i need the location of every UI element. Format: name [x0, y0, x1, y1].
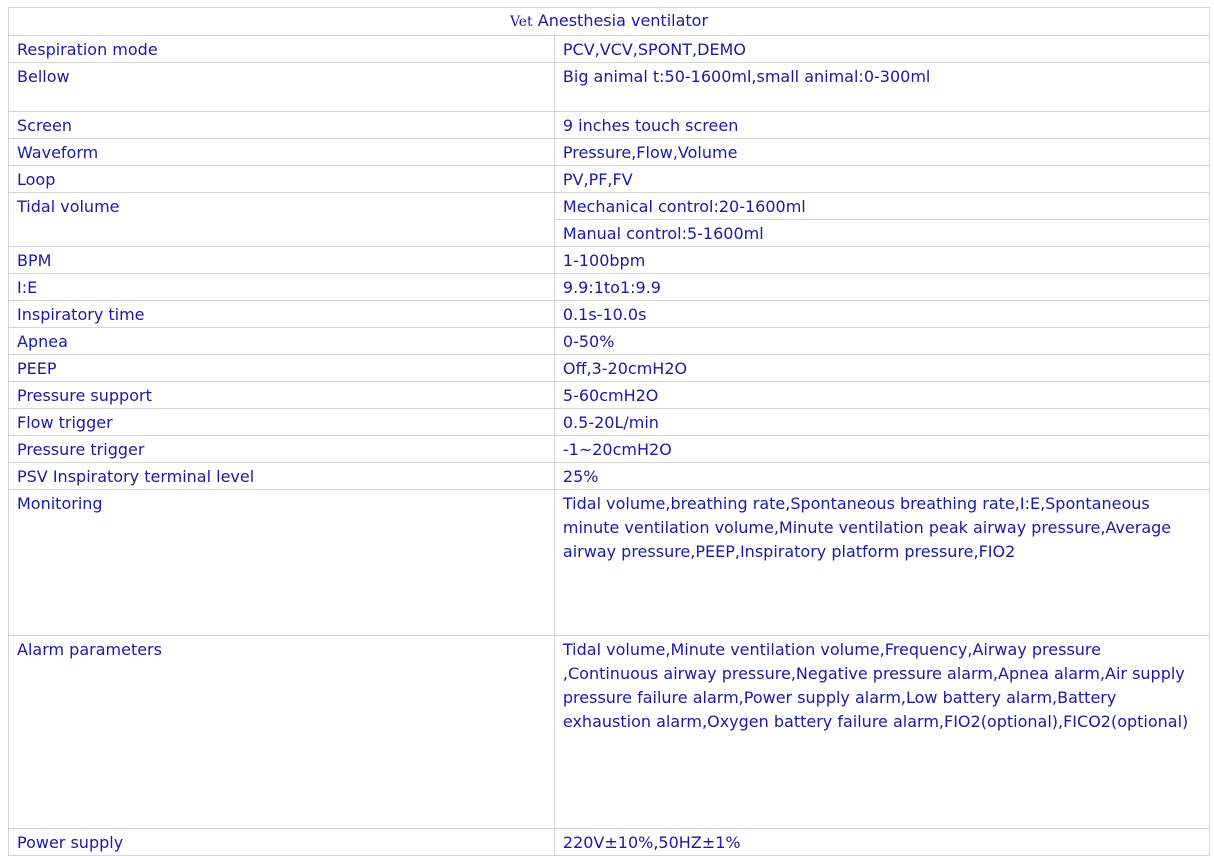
row-label: PSV Inspiratory terminal level: [9, 463, 555, 490]
row-value: -1~20cmH2O: [554, 436, 1209, 463]
row-label: I:E: [9, 274, 555, 301]
table-row: [9, 490, 1210, 636]
row-value: Mechanical control:20-1600ml: [554, 193, 1209, 220]
row-value: 5-60cmH2O: [554, 382, 1209, 409]
table-row: [9, 301, 1210, 328]
row-value: 9.9:1to1:9.9: [554, 274, 1209, 301]
row-label: Power supply: [9, 829, 555, 856]
table-title-row: [9, 8, 1210, 36]
table-title-prefix: Vet: [509, 14, 533, 30]
row-value: PCV,VCV,SPONT,DEMO: [554, 36, 1209, 63]
row-label: PEEP: [9, 355, 555, 382]
spec-table: [8, 7, 1210, 856]
table-row: [9, 463, 1210, 490]
row-label: Apnea: [9, 328, 555, 355]
row-label: Tidal volume: [9, 193, 555, 247]
row-label: Bellow: [9, 63, 555, 112]
row-value: Manual control:5-1600ml: [554, 220, 1209, 247]
row-value: 25%: [554, 463, 1209, 490]
table-row: [9, 63, 1210, 112]
row-value: PV,PF,FV: [554, 166, 1209, 193]
table-row: [9, 112, 1210, 139]
row-value: 0-50%: [554, 328, 1209, 355]
row-label: Waveform: [9, 139, 555, 166]
row-label: Pressure support: [9, 382, 555, 409]
table-row: [9, 382, 1210, 409]
row-value: 1-100bpm: [554, 247, 1209, 274]
row-value: Big animal t:50-1600ml,small animal:0-300ml: [554, 63, 1209, 112]
table-title: [9, 8, 1210, 36]
table-row: [9, 355, 1210, 382]
table-row: [9, 139, 1210, 166]
row-value: 9 inches touch screen: [554, 112, 1209, 139]
row-value: 0.1s-10.0s: [554, 301, 1209, 328]
row-label: Loop: [9, 166, 555, 193]
table-row: [9, 274, 1210, 301]
table-row: [9, 247, 1210, 274]
row-label: Pressure trigger: [9, 436, 555, 463]
row-label: Inspiratory time: [9, 301, 555, 328]
table-row: [9, 193, 1210, 220]
row-value: Tidal volume,Minute ventilation volume,Frequency,Airway pressure ,Continuous airway pressure,Negative pressure alarm,Apnea alarm,Air supply pressure failure alarm,Power supply alarm,Low battery alarm,Battery exhaustion alarm,Oxygen battery failure alarm,FIO2(optional),FICO2(optional): [554, 636, 1209, 829]
table-title-text: Anesthesia ventilator: [537, 11, 709, 30]
row-label: BPM: [9, 247, 555, 274]
row-value: Tidal volume,breathing rate,Spontaneous breathing rate,I:E,Spontaneous minute ventilation volume,Minute ventilation peak airway pressure,Average airway pressure,PEEP,Inspiratory platform pressure,FIO2: [554, 490, 1209, 636]
row-value: Pressure,Flow,Volume: [554, 139, 1209, 166]
table-row: [9, 328, 1210, 355]
row-label: Alarm parameters: [9, 636, 555, 829]
row-value: Off,3-20cmH2O: [554, 355, 1209, 382]
row-label: Respiration mode: [9, 36, 555, 63]
row-label: Screen: [9, 112, 555, 139]
table-row: [9, 829, 1210, 856]
row-label: Monitoring: [9, 490, 555, 636]
table-row: [9, 636, 1210, 829]
table-row: [9, 409, 1210, 436]
row-label: Flow trigger: [9, 409, 555, 436]
table-row: [9, 166, 1210, 193]
table-row: [9, 36, 1210, 63]
table-row: [9, 436, 1210, 463]
row-value: 220V±10%,50HZ±1%: [554, 829, 1209, 856]
row-value: 0.5-20L/min: [554, 409, 1209, 436]
